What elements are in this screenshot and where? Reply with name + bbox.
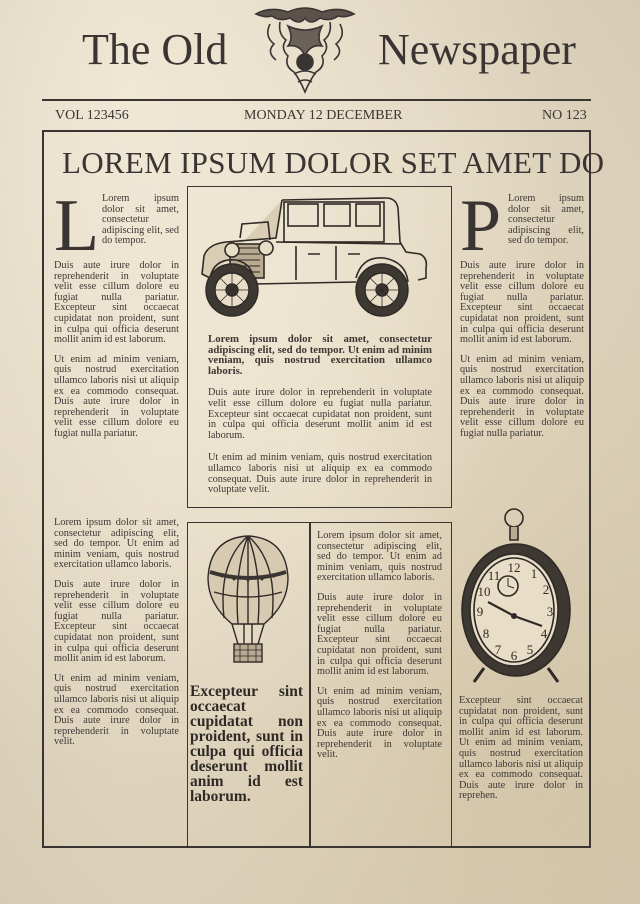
lower-right-paragraph-1: Excepteur sint occaecat cupidatat non proident, sunt in culpa qui officia deserunt mollit anim id est laborum. Ut enim ad minim veniam, quis nostrud exercitation ullamco laboris nisi ut aliquip ex ea commodo consequat. Duis aute irure dolor in reprehen. <box>459 695 583 802</box>
svg-text:5: 5 <box>526 642 534 657</box>
center-paragraph-2: Ut enim ad minim veniam, quis nostrud exercitation ullamco laboris nisi ut aliquip ex ea commodo consequat. Duis aute irure dolor in reprehenderit in voluptate velit. <box>208 452 432 496</box>
issue-label: NO 123 <box>542 108 587 123</box>
svg-text:6: 6 <box>510 648 518 663</box>
ornate-crest-icon <box>250 4 360 96</box>
svg-text:8: 8 <box>482 626 490 641</box>
lower-left-paragraph-2: Duis aute irure dolor in reprehenderit in voluptate velit esse cillum dolore eu fugiat nulla pariatur. Excepteur sint occaecat cupidatat non proident, sunt in culpa qui officia deserunt mollit anim id est laborum. <box>54 578 179 665</box>
svg-text:4: 4 <box>540 626 548 641</box>
left-paragraph-1: Duis aute irure dolor in reprehenderit in voluptate velit esse cillum dolore eu fugiat nulla pariatur. Excepteur sint occaecat cupidatat non proident, sunt in culpa qui officia deserunt mollit anim id est laborum. <box>54 260 179 346</box>
right-column <box>460 185 584 440</box>
dropcap-l: L <box>54 185 100 267</box>
lower-center-paragraph-3: Ut enim ad minim veniam, quis nostrud exercitation ullamco laboris nisi ut aliquip ex ea commodo consequat. Duis aute irure dolor in reprehenderit in voluptate velit. <box>317 685 442 761</box>
lower-center-column <box>317 531 442 761</box>
right-intro: Lorem ipsum dolor sit amet, consectetur adipiscing elit, sed do tempor. <box>508 193 584 247</box>
lower-left-paragraph-1: Lorem ipsum dolor sit amet, consectetur adipiscing elit, sed do tempor. Ut enim ad minim veniam, quis nostrud exercitation ullamco laboris. <box>54 517 179 571</box>
center-paragraph-1: Duis aute irure dolor in reprehenderit in voluptate velit esse cillum dolore eu fugiat nulla pariatur. Excepteur sint occaecat cupidatat non proident, sunt in culpa qui officia deserunt mollit anim id est laborum. <box>208 387 432 441</box>
lower-left-column <box>54 518 179 748</box>
svg-text:12: 12 <box>507 560 521 575</box>
balloon-quote: Excepteur sint occaecat cupidatat non proident, sunt in culpa qui officia deserunt mollit anim id est laborum. <box>190 683 303 805</box>
volume-label: VOL 123456 <box>55 108 129 123</box>
lower-right-column <box>459 696 583 802</box>
svg-text:3: 3 <box>546 604 554 619</box>
right-paragraph-2: Ut enim ad minim veniam, quis nostrud exercitation ullamco laboris nisi ut aliquip ex ea commodo consequat. Duis aute irure dolor in reprehenderit in voluptate velit esse cillum dolore eu fugiat nulla pariatur. <box>460 353 584 439</box>
masthead-title-left: The Old <box>82 25 228 74</box>
vintage-car-icon <box>196 194 430 322</box>
left-paragraph-2: Ut enim ad minim veniam, quis nostrud exercitation ullamco laboris nisi ut aliquip ex ea commodo consequat. Duis aute irure dolor in reprehenderit in voluptate velit esse cillum dolore eu fugiat nulla pariatur. <box>54 353 179 439</box>
left-column <box>54 185 179 440</box>
svg-text:11: 11 <box>487 568 501 583</box>
lower-left-paragraph-3: Ut enim ad minim veniam, quis nostrud exercitation ullamco laboris nisi ut aliquip ex ea commodo consequat. Duis aute irure dolor in reprehenderit in voluptate velit. <box>54 672 179 748</box>
center-lead: Lorem ipsum dolor sit amet, consectetur adipiscing elit, sed do tempor. Ut enim ad minim veniam, quis nostrud exercitation ullamco laboris. <box>208 333 432 377</box>
svg-text:10: 10 <box>477 584 491 599</box>
svg-text:2: 2 <box>542 582 550 597</box>
alarm-clock-icon <box>460 506 576 686</box>
svg-text:9: 9 <box>476 604 484 619</box>
dropcap-p: P <box>460 185 502 267</box>
main-headline: LOREM IPSUM DOLOR SET AMET DO <box>62 145 605 180</box>
lower-center-paragraph-1: Lorem ipsum dolor sit amet, consectetur adipiscing elit, sed do tempor. Ut enim ad minim veniam, quis nostrud exercitation ullamco laboris. <box>317 530 442 584</box>
date-label: MONDAY 12 DECEMBER <box>244 108 403 123</box>
hot-air-balloon-icon <box>204 532 292 674</box>
right-paragraph-1: Duis aute irure dolor in reprehenderit in voluptate velit esse cillum dolore eu fugiat nulla pariatur. Excepteur sint occaecat cupidatat non proident, sunt in culpa qui officia deserunt mollit anim id est laborum. <box>460 260 584 346</box>
lower-center-paragraph-2: Duis aute irure dolor in reprehenderit in voluptate velit esse cillum dolore eu fugiat nulla pariatur. Excepteur sint occaecat cupidatat non proident, sunt in culpa qui officia deserunt mollit anim id est laborum. <box>317 591 442 678</box>
masthead-rule <box>42 99 591 101</box>
left-intro: Lorem ipsum dolor sit amet, consectetur adipiscing elit, sed do tempor. <box>102 193 179 247</box>
svg-text:7: 7 <box>494 642 502 657</box>
center-story-text <box>208 334 432 496</box>
masthead-title-right: Newspaper <box>378 25 576 74</box>
svg-text:1: 1 <box>530 566 538 581</box>
